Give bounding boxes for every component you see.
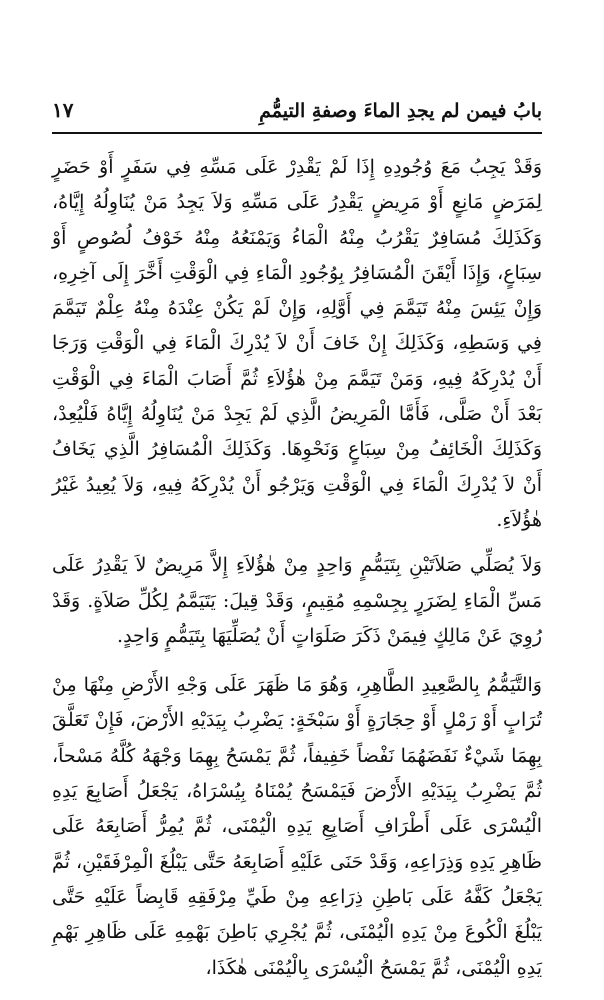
paragraph-1: وَقَدْ يَجِبُ مَعَ وُجُودِهِ إِذَا لَمْ يَقْدِرْ عَلَى مَسِّهِ فِي سَفَرٍ أَوْ حَضَرٍ لِمَرَضٍ مَانِعٍ أَوْ مَرِيضٍ يَقْدِرُ عَلَى مَسِّهِ وَلاَ يَجِدُ مَنْ يُنَاوِلُهُ إِيَّاهُ، وَكَذَلِكَ مُسَافِرٌ يَقْرُبُ مِنْهُ الْمَاءُ وَيَمْنَعُهُ مِنْهُ خَوْفُ لُصُوصٍ أَوْ سِبَاعٍ، وَإِذَا أَيْقَنَ الْمُسَافِرُ بِوُجُودِ الْمَاءِ فِي الْوَقْتِ أَخَّرَ إِلَى آخِرِهِ، وَإِنْ يَئِسَ مِنْهُ تَيَمَّمَ فِي أَوَّلِهِ، وَإِنْ لَمْ يَكُنْ عِنْدَهُ مِنْهُ عِلْمٌ تَيَمَّمَ فِي وَسَطِهِ، وَكَذَلِكَ إِنْ خَافَ أَنْ لاَ يُدْرِكَ الْمَاءَ فِي الْوَقْتِ وَرَجَا أَنْ يُدْرِكَهُ فِيهِ، وَمَنْ تَيَمَّمَ مِنْ هٰؤُلاَءِ ثُمَّ أَصَابَ الْمَاءَ فِي الْوَقْتِ بَعْدَ أَنْ صَلَّى، فَأَمَّا الْمَرِيضُ الَّذِي لَمْ يَجِدْ مَنْ يُنَاوِلُهُ إِيَّاهُ فَلْيُعِدْ، وَكَذَلِكَ الْخَائِفُ مِنْ سِبَاعٍ وَنَحْوِهَا. وَكَذَلِكَ الْمُسَافِرُ الَّذِي يَخَافُ أَنْ لاَ يُدْرِكَ الْمَاءَ فِي الْوَقْتِ وَيَرْجُو أَنْ يُدْرِكَهُ فِيهِ، وَلاَ يُعِيدُ غَيْرُ هٰؤُلاَءِ.	[52, 156, 542, 531]
running-head: بابُ فيمن لم يجدِ الماءَ وصفةِ التيمُّمِ	[259, 100, 542, 122]
page-number: ١٧	[52, 98, 74, 122]
paragraph-2: وَلاَ يُصَلِّي صَلاَتَيْنِ بِتَيَمُّمٍ وَاحِدٍ مِنْ هٰؤُلاَءِ إِلاَّ مَرِيضٌ لاَ يَقْدِرُ عَلَى مَسِّ الْمَاءِ لِضَرَرٍ بِجِسْمِهِ مُقِيمٍ، وَقَدْ قِيلَ: يَتَيَمَّمُ لِكُلِّ صَلاَةٍ. وَقَدْ رُوِيَ عَنْ مَالِكٍ فِيمَنْ ذَكَرَ صَلَوَاتٍ أَنْ يُصَلِّيَهَا بِتَيَمُّمٍ وَاحِدٍ.	[52, 554, 542, 647]
paragraph-3: وَالتَّيَمُّمُ بِالصَّعِيدِ الطَّاهِرِ، وَهُوَ مَا ظَهَرَ عَلَى وَجْهِ الأَرْضِ مِنْهَا مِنْ تُرَابٍ أَوْ رَمْلٍ أَوْ حِجَارَةٍ أَوْ سَبْخَةٍ: يَضْرِبُ بِيَدَيْهِ الأَرْضَ، فَإِنْ تَعَلَّقَ بِهِمَا شَيْءٌ نَفَضَهُمَا نَفْضاً خَفِيفاً، ثُمَّ يَمْسَحُ بِهِمَا وَجْهَهُ كُلَّهُ مَسْحاً، ثُمَّ يَضْرِبُ بِيَدَيْهِ الأَرْضَ فَيَمْسَحُ يُمْنَاهُ بِيُسْرَاهُ، يَجْعَلُ أَصَابِعَ يَدِهِ الْيُسْرَى عَلَى أَطْرَافِ أَصَابِعِ يَدِهِ الْيُمْنَى، ثُمَّ يُمِرُّ أَصَابِعَهُ عَلَى ظَاهِرِ يَدِهِ وَذِرَاعِهِ، وَقَدْ حَنَى عَلَيْهِ أَصَابِعَهُ حَتَّى يَبْلُغَ الْمِرْفَقَيْنِ، ثُمَّ يَجْعَلُ كَفَّهُ عَلَى بَاطِنِ ذِرَاعِهِ مِنْ طَيِّ مِرْفَقِهِ قَابِضاً عَلَيْهِ حَتَّى يَبْلُغَ الْكُوعَ مِنْ يَدِهِ الْيُمْنَى، ثُمَّ يُجْرِي بَاطِنَ بَهْمِهِ عَلَى ظَاهِرِ بَهْمِ يَدِهِ الْيُمْنَى، ثُمَّ يَمْسَحُ الْيُسْرَى بِالْيُمْنَى هٰكَذَا،	[52, 674, 542, 979]
body-text	[52, 150, 542, 1000]
page-header	[52, 96, 542, 134]
